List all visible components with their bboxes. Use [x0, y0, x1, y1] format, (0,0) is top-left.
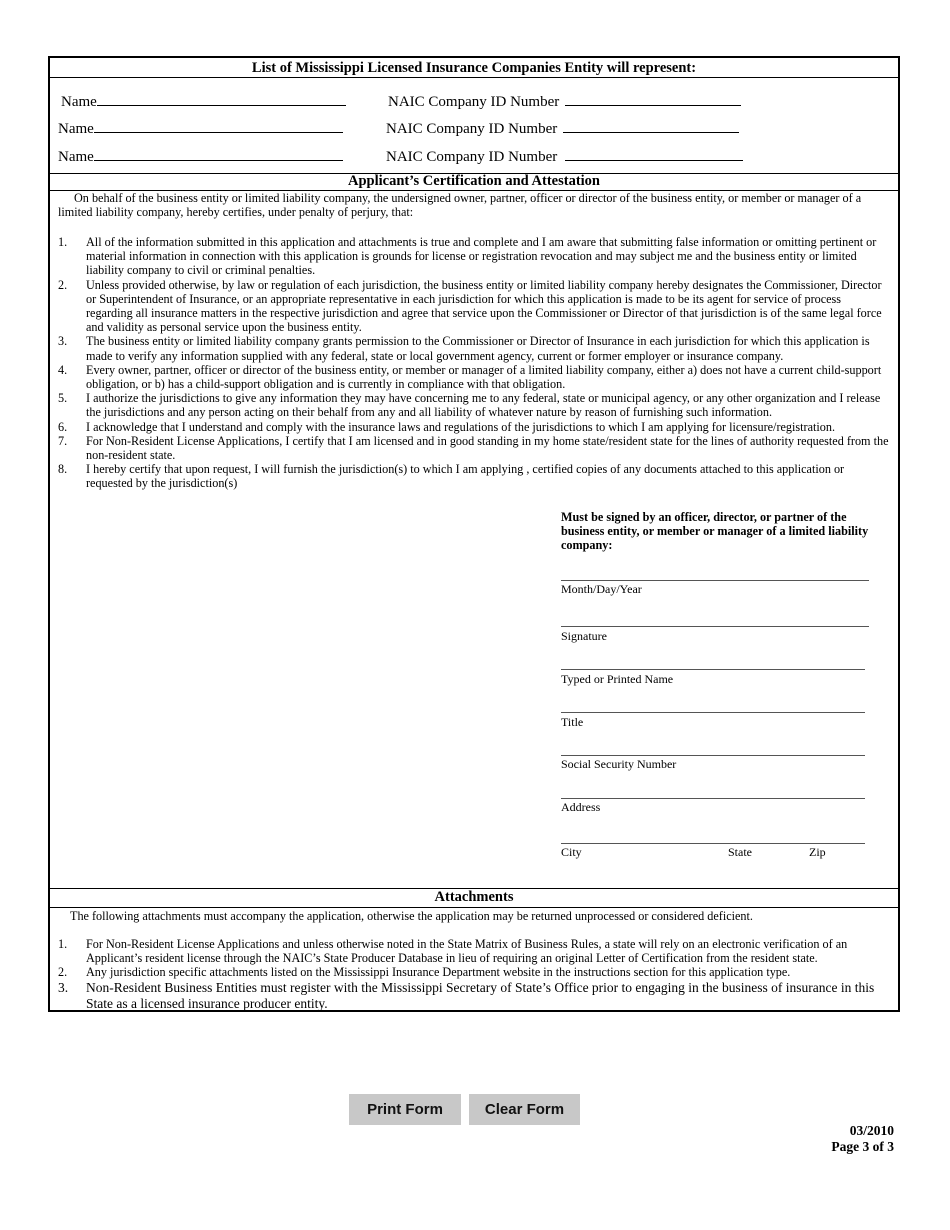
company-row-2 [58, 118, 343, 138]
certification-title: Applicant’s Certification and Attestation [348, 173, 600, 189]
divider [50, 77, 898, 78]
certification-list [58, 235, 890, 491]
certification-intro: On behalf of the business entity or limited liability company, the undersigned owner, partner, officer or director of the business entity, or member or manager of a limited liability company, hereby certifies, under penalty of perjury, that: [58, 191, 862, 220]
title-label: Title [561, 715, 584, 729]
name-label: Name [61, 94, 97, 110]
name-input[interactable] [94, 118, 343, 133]
list-item: 2. Any jurisdiction specific attachments listed on the Mississippi Insurance Department website in the instructions section for this application type. [58, 965, 791, 980]
list-item: 3. Non-Resident Business Entities must register with the Mississippi Secretary of State’s Office prior to engaging in the business of insurance in this State as a licensed insurance producer entity. [58, 979, 875, 1011]
name-label: Name [58, 149, 94, 165]
printed-name-field[interactable] [561, 669, 865, 670]
address-field[interactable] [561, 798, 865, 799]
company-row-2-naic [386, 118, 739, 138]
list-item: 6. I acknowledge that I understand and comply with the insurance laws and regulations of the jurisdictions to which I am applying for licensure/registration. [58, 419, 835, 434]
company-row-3-naic [386, 146, 743, 166]
naic-label: NAIC Company ID Number [388, 94, 560, 110]
signature-field[interactable] [561, 626, 869, 627]
naic-input[interactable] [563, 118, 739, 133]
companies-title: List of Mississippi Licensed Insurance Companies Entity will represent: [251, 60, 697, 76]
list-item: 2. Unless provided otherwise, by law or regulation of each jurisdiction, the business entity or limited liability company hereby designates the Commissioner, Director or Superintendent of Insurance, or an appropriate representative in each jurisdiction for which this application is made to be its agent for service of process regarding all insurance matters in the respective jurisdiction and agree that service upon the Commissioner or Director of that jurisdiction is of the same legal force and validity as personal service upon the business entity. [58, 277, 882, 335]
printed-name-label: Typed or Printed Name [561, 672, 674, 686]
attachments-intro: The following attachments must accompany the application, otherwise the application may be returned unprocessed or considered deficient. [70, 909, 753, 923]
naic-label: NAIC Company ID Number [386, 149, 558, 165]
zip-label: Zip [809, 845, 826, 859]
attachments-title: Attachments [434, 889, 514, 905]
list-item: 5. I authorize the jurisdictions to give any information they may have concerning me to any federal, state or municipal agency, or any other organization and I release the jurisdictions and any person acting on their behalf from any and all liability of whatever nature by reason of furnishing such information. [58, 391, 881, 420]
list-item: 3. The business entity or limited liability company grants permission to the Commissioner or Director of Insurance in each jurisdiction for which this application is made to verify any information supplied with any federal, state or local government agency, current or former employer or insurance company. [58, 334, 870, 363]
state-label: State [728, 845, 752, 859]
clear-form-button[interactable]: Clear Form [469, 1094, 580, 1125]
company-row-1 [61, 91, 346, 111]
list-item: 1. For Non-Resident License Applications and unless otherwise noted in the State Matrix of Business Rules, a state will rely on an electronic verification of an Applicant’s resident license through the NAIC’s State Producer Database in lieu of requiring an original Letter of Certification from the resident state. [58, 937, 848, 966]
ssn-label: Social Security Number [561, 757, 677, 771]
date-field[interactable] [561, 580, 869, 581]
divider [50, 907, 898, 908]
print-form-button[interactable]: Print Form [349, 1094, 461, 1125]
signature-label: Signature [561, 629, 607, 643]
list-item: 7. For Non-Resident License Applications, I certify that I am licensed and in good standing in my home state/resident state for the lines of authority requested from the non-resident state. [58, 433, 889, 463]
naic-input[interactable] [565, 146, 743, 161]
naic-label: NAIC Company ID Number [386, 121, 558, 137]
list-item: 4. Every owner, partner, officer or director of the business entity, or member or manager of a limited liability company, either a) does not have a current child-support obligation, or b) has a child-support obligation and is currently in compliance with that obligation. [58, 362, 882, 392]
form-frame [48, 56, 900, 1012]
address-label: Address [561, 800, 601, 814]
company-row-1-naic [388, 91, 741, 111]
title-field[interactable] [561, 712, 865, 713]
city-state-zip-field[interactable] [561, 843, 865, 844]
list-item: 1. All of the information submitted in this application and attachments is true and complete and I am aware that submitting false information or omitting pertinent or material information in connection with this application is grounds for license or registration revocation and may subject me and the business entity or limited liability company to civil or criminal penalties. [58, 235, 877, 278]
name-input[interactable] [97, 91, 346, 106]
form-date: 03/2010 [849, 1123, 894, 1138]
date-label: Month/Day/Year [561, 582, 642, 596]
attachments-list [58, 937, 886, 1012]
company-row-3 [58, 146, 343, 166]
list-item: 8. I hereby certify that upon request, I will furnish the jurisdiction(s) to which I am applying , certified copies of any documents attached to this application or requested by the jurisdiction(s) [58, 462, 845, 491]
name-label: Name [58, 121, 94, 137]
signature-note: Must be signed by an officer, director, or partner of the business entity, or member or manager of a limited liability company: [561, 510, 869, 553]
naic-input[interactable] [565, 91, 741, 106]
page-number: Page 3 of 3 [831, 1139, 894, 1154]
city-label: City [561, 845, 582, 859]
name-input[interactable] [94, 146, 343, 161]
ssn-field[interactable] [561, 755, 865, 756]
